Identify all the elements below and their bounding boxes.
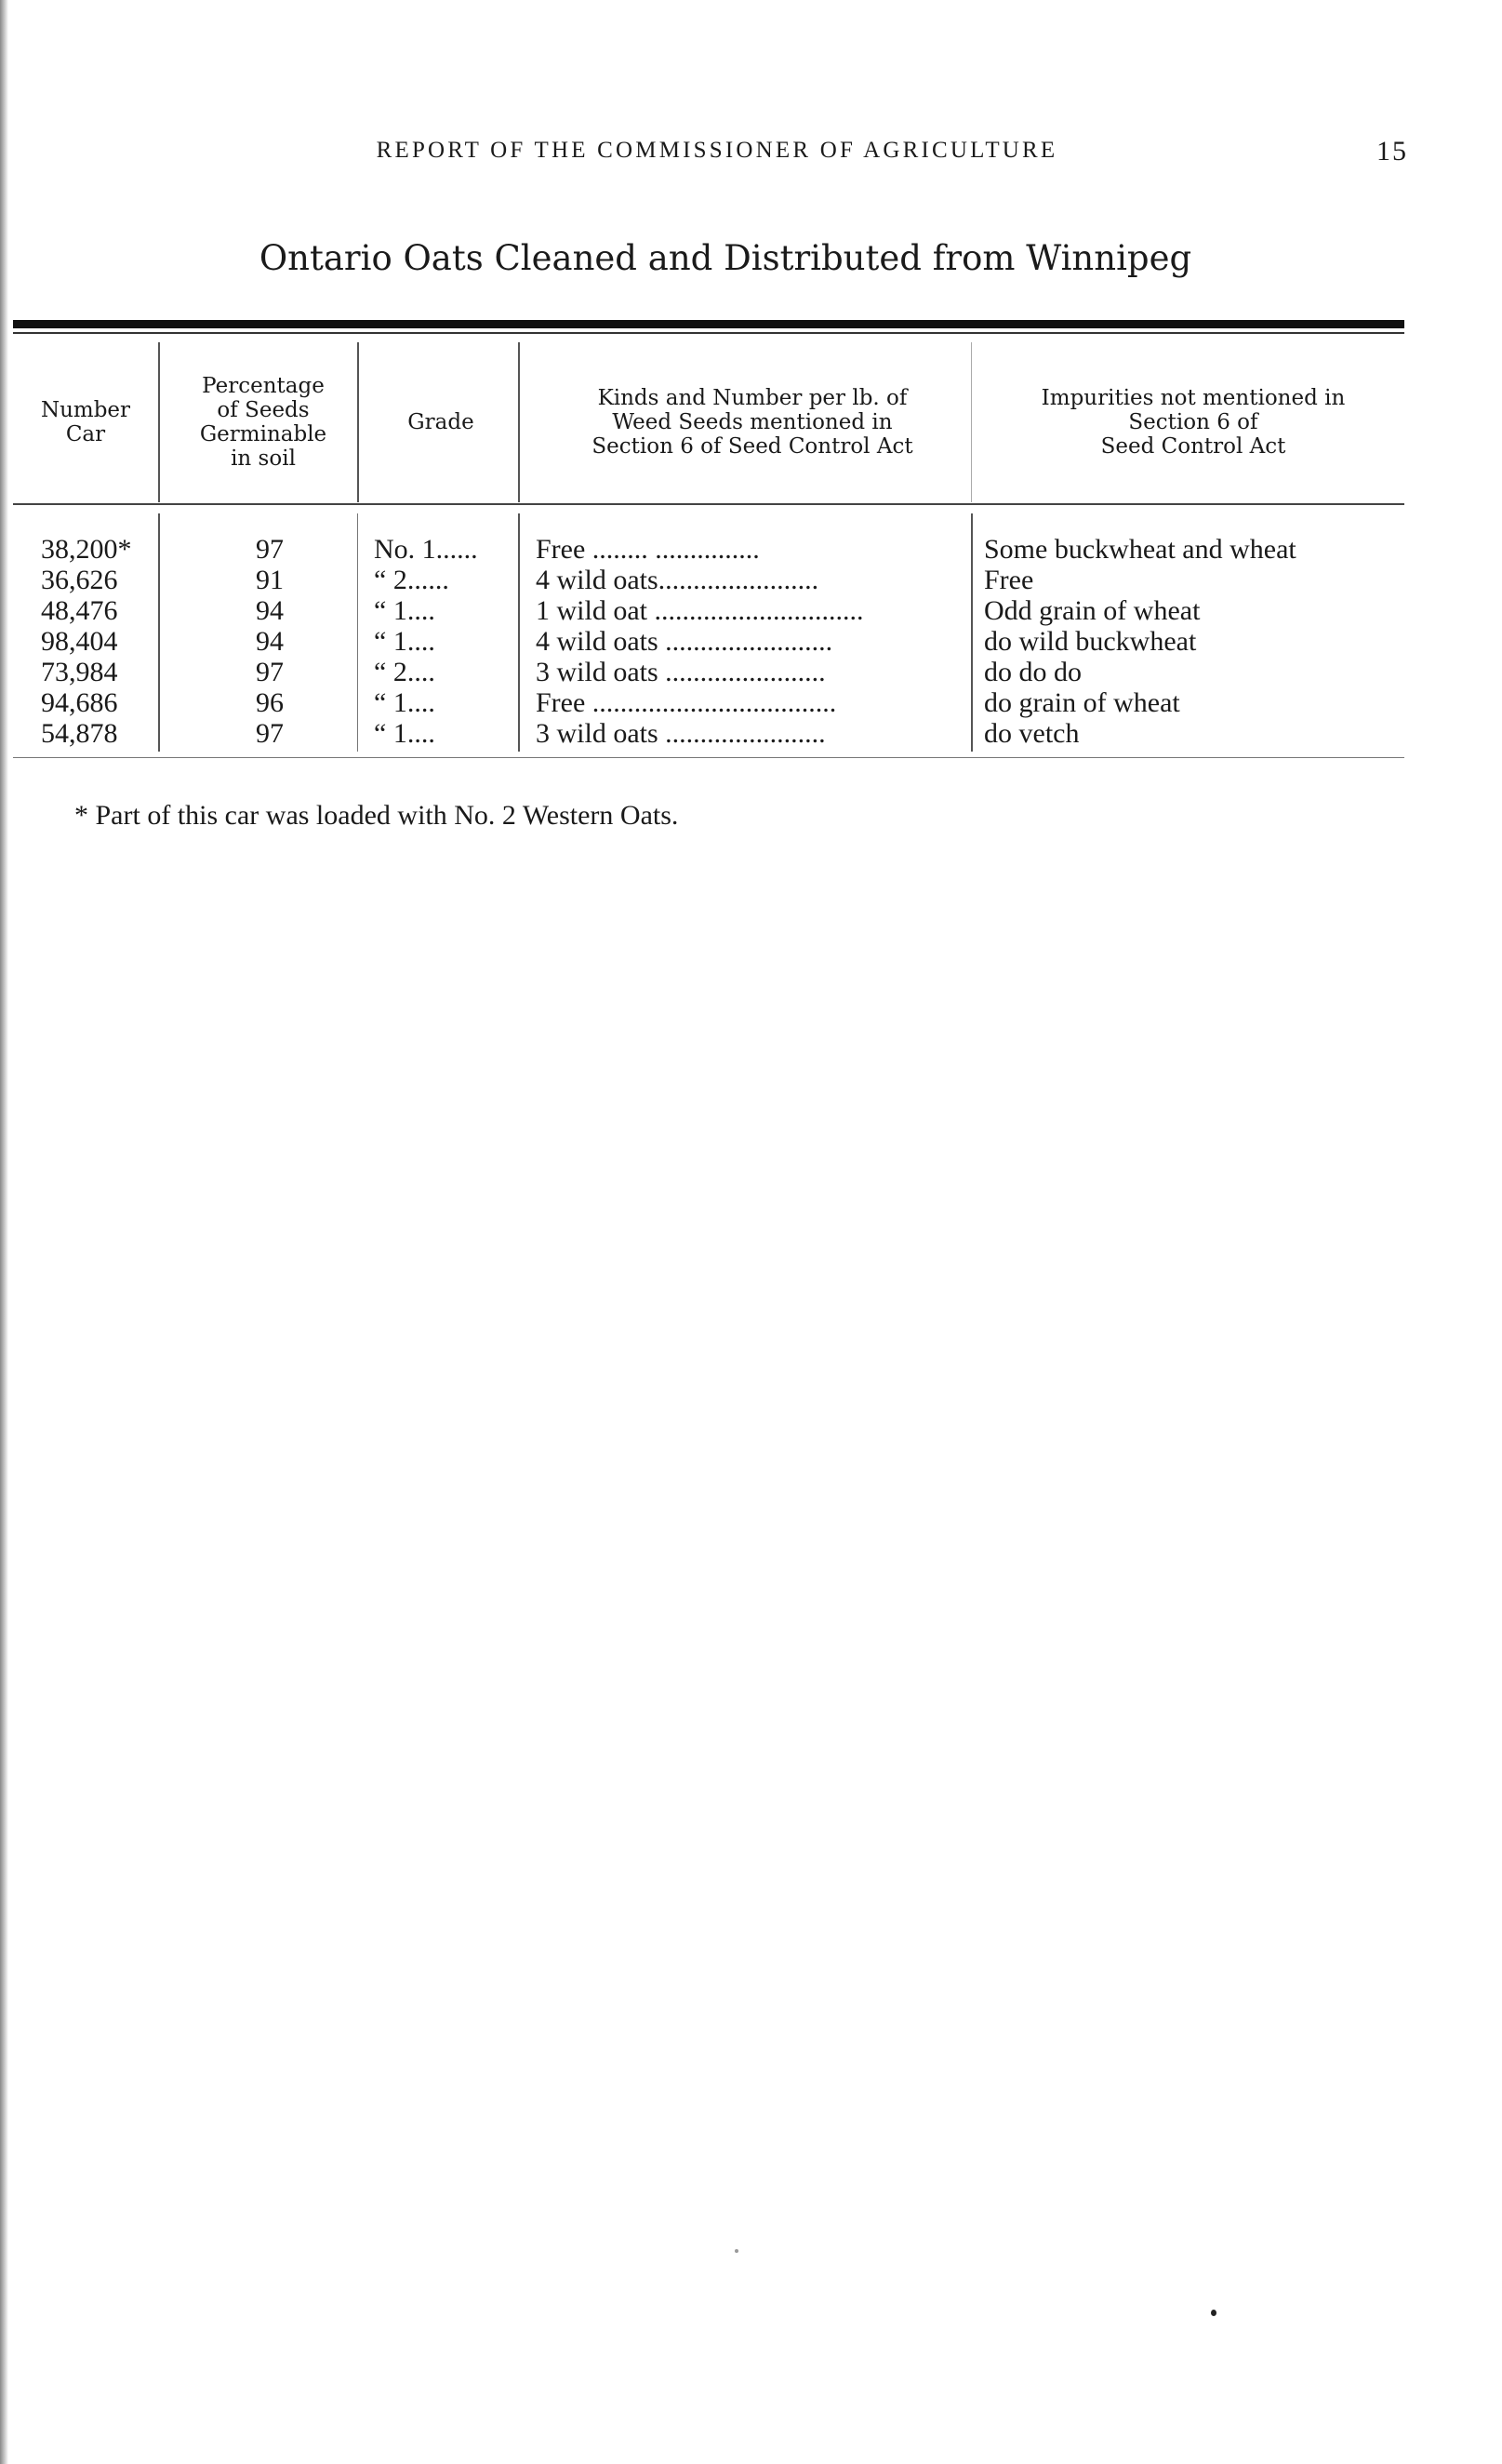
page-number: 15 (1376, 136, 1408, 166)
cell-weed-seeds: 3 wild oats ....................... (536, 657, 826, 687)
cell-weed-seeds: 1 wild oat .............................. (536, 595, 864, 626)
header-divider-4 (971, 342, 972, 502)
table-row (0, 534, 1502, 566)
cell-grade: “ 1.... (374, 687, 435, 718)
header-divider-2 (357, 342, 359, 502)
column-header-number-car: Number Car (40, 398, 131, 446)
cell-number-car: 73,984 (41, 657, 118, 687)
table-row (0, 718, 1502, 750)
column-header-percentage-germinable: Percentage of Seeds Germinable in soil (199, 374, 327, 471)
cell-grade: No. 1...... (374, 534, 478, 565)
cell-number-car: 98,404 (41, 626, 118, 657)
cell-percentage: 97 (256, 534, 284, 565)
cell-weed-seeds: Free ........ ............... (536, 534, 760, 565)
table-top-thick-rule (13, 320, 1404, 328)
cell-impurities: do do do (984, 657, 1082, 687)
cell-number-car: 38,200* (41, 534, 132, 565)
cell-percentage: 94 (256, 595, 284, 626)
table-footnote: * Part of this car was loaded with No. 2 Western Oats. (74, 800, 679, 831)
cell-grade: “ 1.... (374, 626, 435, 657)
ink-speck (735, 2249, 738, 2253)
cell-impurities: do vetch (984, 718, 1080, 749)
cell-grade: “ 1.... (374, 595, 435, 626)
cell-impurities: Some buckwheat and wheat (984, 534, 1296, 565)
column-header-grade: Grade (407, 410, 474, 434)
cell-grade: “ 1.... (374, 718, 435, 749)
table-row (0, 595, 1502, 627)
cell-weed-seeds: 3 wild oats ....................... (536, 718, 826, 749)
cell-weed-seeds: 4 wild oats....................... (536, 565, 819, 595)
cell-weed-seeds: 4 wild oats ........................ (536, 626, 833, 657)
cell-impurities: Odd grain of wheat (984, 595, 1201, 626)
header-bottom-rule (13, 503, 1404, 505)
table-row (0, 657, 1502, 688)
cell-impurities: do wild buckwheat (984, 626, 1197, 657)
column-header-weed-seeds: Kinds and Number per lb. of Weed Seeds mentioned in Section 6 of Seed Control Act (591, 386, 913, 459)
table-row (0, 565, 1502, 596)
ink-speck (1211, 2310, 1216, 2316)
scanned-page-edge (0, 0, 8, 2464)
table-row (0, 626, 1502, 658)
cell-grade: “ 2...... (374, 565, 449, 595)
cell-percentage: 94 (256, 626, 284, 657)
column-header-impurities: Impurities not mentioned in Section 6 of Seed Control Act (1041, 386, 1346, 459)
cell-percentage: 97 (256, 718, 284, 749)
cell-number-car: 54,878 (41, 718, 118, 749)
cell-weed-seeds: Free ................................... (536, 687, 837, 718)
table-top-thin-rule (13, 332, 1404, 334)
table-title: Ontario Oats Cleaned and Distributed from Winnipeg (259, 238, 1192, 278)
cell-number-car: 36,626 (41, 565, 118, 595)
cell-impurities: Free (984, 565, 1034, 595)
header-divider-1 (158, 342, 160, 502)
header-divider-3 (518, 342, 520, 502)
running-head: REPORT OF THE COMMISSIONER OF AGRICULTURE (376, 138, 1058, 163)
table-row (0, 687, 1502, 719)
cell-percentage: 91 (256, 565, 284, 595)
cell-number-car: 94,686 (41, 687, 118, 718)
cell-number-car: 48,476 (41, 595, 118, 626)
cell-grade: “ 2.... (374, 657, 435, 687)
table-column-headers (13, 342, 1404, 502)
cell-percentage: 96 (256, 687, 284, 718)
table-bottom-rule (13, 757, 1404, 758)
cell-percentage: 97 (256, 657, 284, 687)
cell-impurities: do grain of wheat (984, 687, 1180, 718)
